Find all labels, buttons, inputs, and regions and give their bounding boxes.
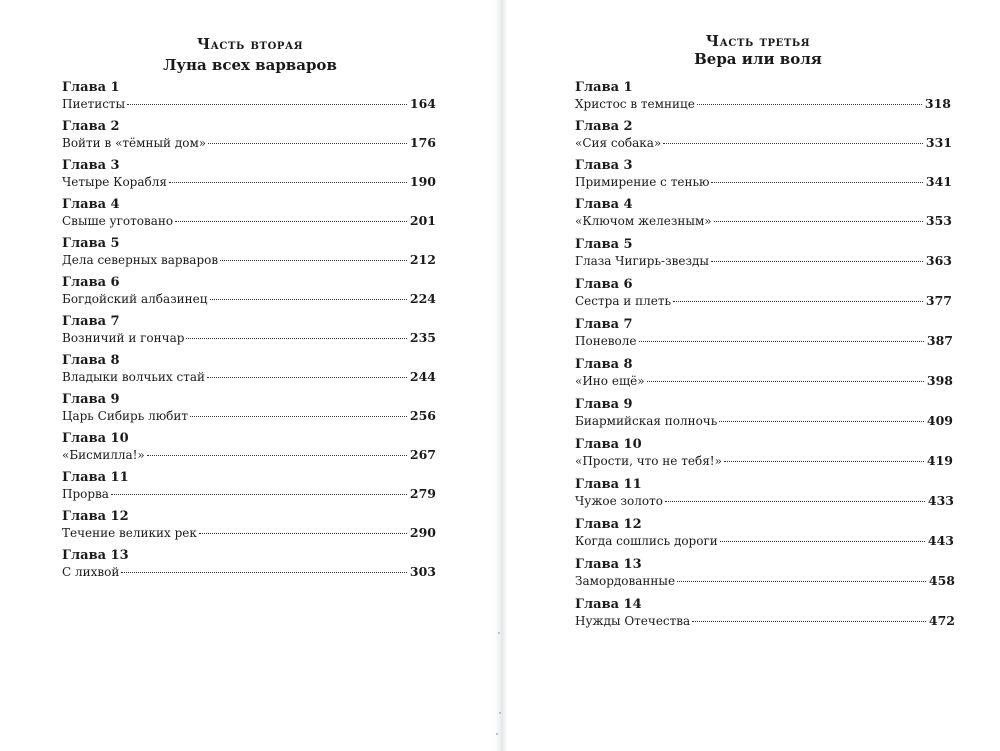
leader-dots [711,260,923,262]
chapter-label: Глава 10 [575,437,642,452]
chapter-title: «Ино ещё» [575,374,645,388]
chapter-title: Христос в темнице [575,97,695,111]
page-number: 341 [925,174,952,189]
book-gutter [494,0,508,751]
left-part-title: Часть вторая [196,36,304,53]
toc-entry [575,357,953,389]
chapter-label: Глава 3 [575,158,633,173]
chapter-label: Глава 12 [62,509,129,524]
right-section-title: Вера или воля [694,50,822,68]
toc-entry [575,277,952,309]
chapter-label: Глава 9 [575,397,633,412]
leader-dots [207,376,407,378]
chapter-title: «Сия собака» [575,136,662,150]
chapter-title: Войти в «тёмный дом» [62,136,207,150]
page-number: 331 [925,135,952,150]
toc-entry [62,548,436,580]
chapter-title: Прорва [62,487,109,501]
toc-entry [575,437,953,469]
toc-entry [62,470,436,502]
chapter-label: Глава 2 [62,119,120,134]
page-number: 244 [409,369,436,384]
page-number: 224 [409,291,436,306]
chapter-label: Глава 13 [62,548,129,563]
leader-dots [724,460,924,462]
right-page [508,0,1000,751]
leader-dots [692,620,926,622]
leader-dots [665,500,925,502]
toc-entry [62,314,436,346]
chapter-title: Царь Сибирь любит [62,409,189,423]
chapter-title: Поневоле [575,334,637,348]
chapter-title: Возничий и гончар [62,331,185,345]
leader-dots [111,493,407,495]
chapter-title: Свыше уготовано [62,214,174,228]
chapter-title: Глаза Чигирь-звезды [575,254,709,268]
chapter-label: Глава 3 [62,158,120,173]
toc-entry [62,353,436,385]
leader-dots [175,220,407,222]
chapter-title: Сестра и плеть [575,294,671,308]
chapter-title: Чужое золото [575,494,663,508]
chapter-title: «Прости, что не тебя!» [575,454,722,468]
chapter-label: Глава 8 [62,353,120,368]
chapter-label: Глава 4 [62,197,120,212]
left-page [0,0,494,751]
leader-dots [719,420,924,422]
page-number: 235 [409,330,436,345]
leader-dots [208,142,407,144]
chapter-label: Глава 6 [62,275,120,290]
page-number: 212 [409,252,436,267]
chapter-label: Глава 1 [575,80,633,95]
print-speck [498,632,500,634]
chapter-label: Глава 13 [575,557,642,572]
leader-dots [147,454,407,456]
leader-dots [714,220,923,222]
chapter-title: Примирение с тенью [575,175,710,189]
toc-entry [575,119,952,151]
right-part-title: Часть третья [705,33,811,50]
chapter-label: Глава 7 [575,317,633,332]
leader-dots [127,103,407,105]
page-number: 419 [926,453,953,468]
chapter-label: Глава 5 [575,237,633,252]
toc-entry [62,392,436,424]
page-number: 290 [409,525,436,540]
leader-dots [697,103,922,105]
page-number: 472 [928,613,955,628]
chapter-label: Глава 11 [62,470,129,485]
chapter-title: Биармийская полночь [575,414,718,428]
page-number: 164 [409,96,436,111]
toc-entry [575,517,954,549]
chapter-label: Глава 5 [62,236,120,251]
chapter-label: Глава 14 [575,597,642,612]
chapter-label: Глава 10 [62,431,129,446]
leader-dots [711,181,922,183]
page-number: 387 [926,333,953,348]
leader-dots [720,540,925,542]
page-number: 256 [409,408,436,423]
toc-entry [575,557,955,589]
chapter-title: Замордованные [575,574,676,588]
page-number: 458 [928,573,955,588]
left-section-title: Луна всех варваров [163,56,337,74]
chapter-title: Дела северных варваров [62,253,219,267]
chapter-title: «Бисмилла!» [62,448,145,462]
toc-entry [575,158,952,190]
page-number: 363 [925,253,952,268]
chapter-title: Четыре Корабля [62,175,167,189]
leader-dots [220,259,407,261]
chapter-label: Глава 6 [575,277,633,292]
chapter-label: Глава 7 [62,314,120,329]
leader-dots [673,300,923,302]
toc-entry [575,597,955,629]
chapter-title: Нужды Отечества [575,614,691,628]
toc-entry [62,197,436,229]
page-number: 201 [409,213,436,228]
chapter-title: «Ключом железным» [575,214,712,228]
toc-entry [575,197,952,229]
toc-entry [575,397,953,429]
leader-dots [639,340,924,342]
chapter-label: Глава 4 [575,197,633,212]
page-number: 409 [926,413,953,428]
page-number: 443 [927,533,954,548]
toc-entry [575,80,951,112]
chapter-title: Течение великих рек [62,526,197,540]
leader-dots [647,380,924,382]
leader-dots [186,337,406,339]
toc-entry [62,431,436,463]
page-number: 190 [409,174,436,189]
toc-entry [575,237,952,269]
leader-dots [210,298,407,300]
chapter-label: Глава 1 [62,80,120,95]
toc-entry [62,158,436,190]
page-number: 398 [926,373,953,388]
chapter-title: Владыки волчьих стай [62,370,206,384]
page-number: 267 [409,447,436,462]
chapter-label: Глава 2 [575,119,633,134]
toc-entry [62,119,436,151]
toc-entry [62,509,436,541]
chapter-label: Глава 9 [62,392,120,407]
page-number: 433 [927,493,954,508]
print-speck [499,712,501,714]
toc-entry [575,317,953,349]
page-number: 353 [925,213,952,228]
page-number: 176 [409,135,436,150]
leader-dots [663,142,923,144]
leader-dots [121,571,407,573]
chapter-label: Глава 8 [575,357,633,372]
leader-dots [169,181,407,183]
chapter-title: Богдойский албазинец [62,292,208,306]
chapter-title: С лихвой [62,565,120,579]
leader-dots [199,532,407,534]
page-number: 377 [925,293,952,308]
toc-entry [575,477,954,509]
toc-entry [62,80,436,112]
chapter-label: Глава 11 [575,477,642,492]
page-number: 303 [409,564,436,579]
print-speck [496,733,498,735]
chapter-title: Когда сошлись дороги [575,534,718,548]
leader-dots [677,580,926,582]
toc-entry [62,236,436,268]
chapter-label: Глава 12 [575,517,642,532]
leader-dots [190,415,407,417]
toc-entry [62,275,436,307]
chapter-title: Пиетисты [62,97,126,111]
page-number: 279 [409,486,436,501]
page-number: 318 [924,96,951,111]
